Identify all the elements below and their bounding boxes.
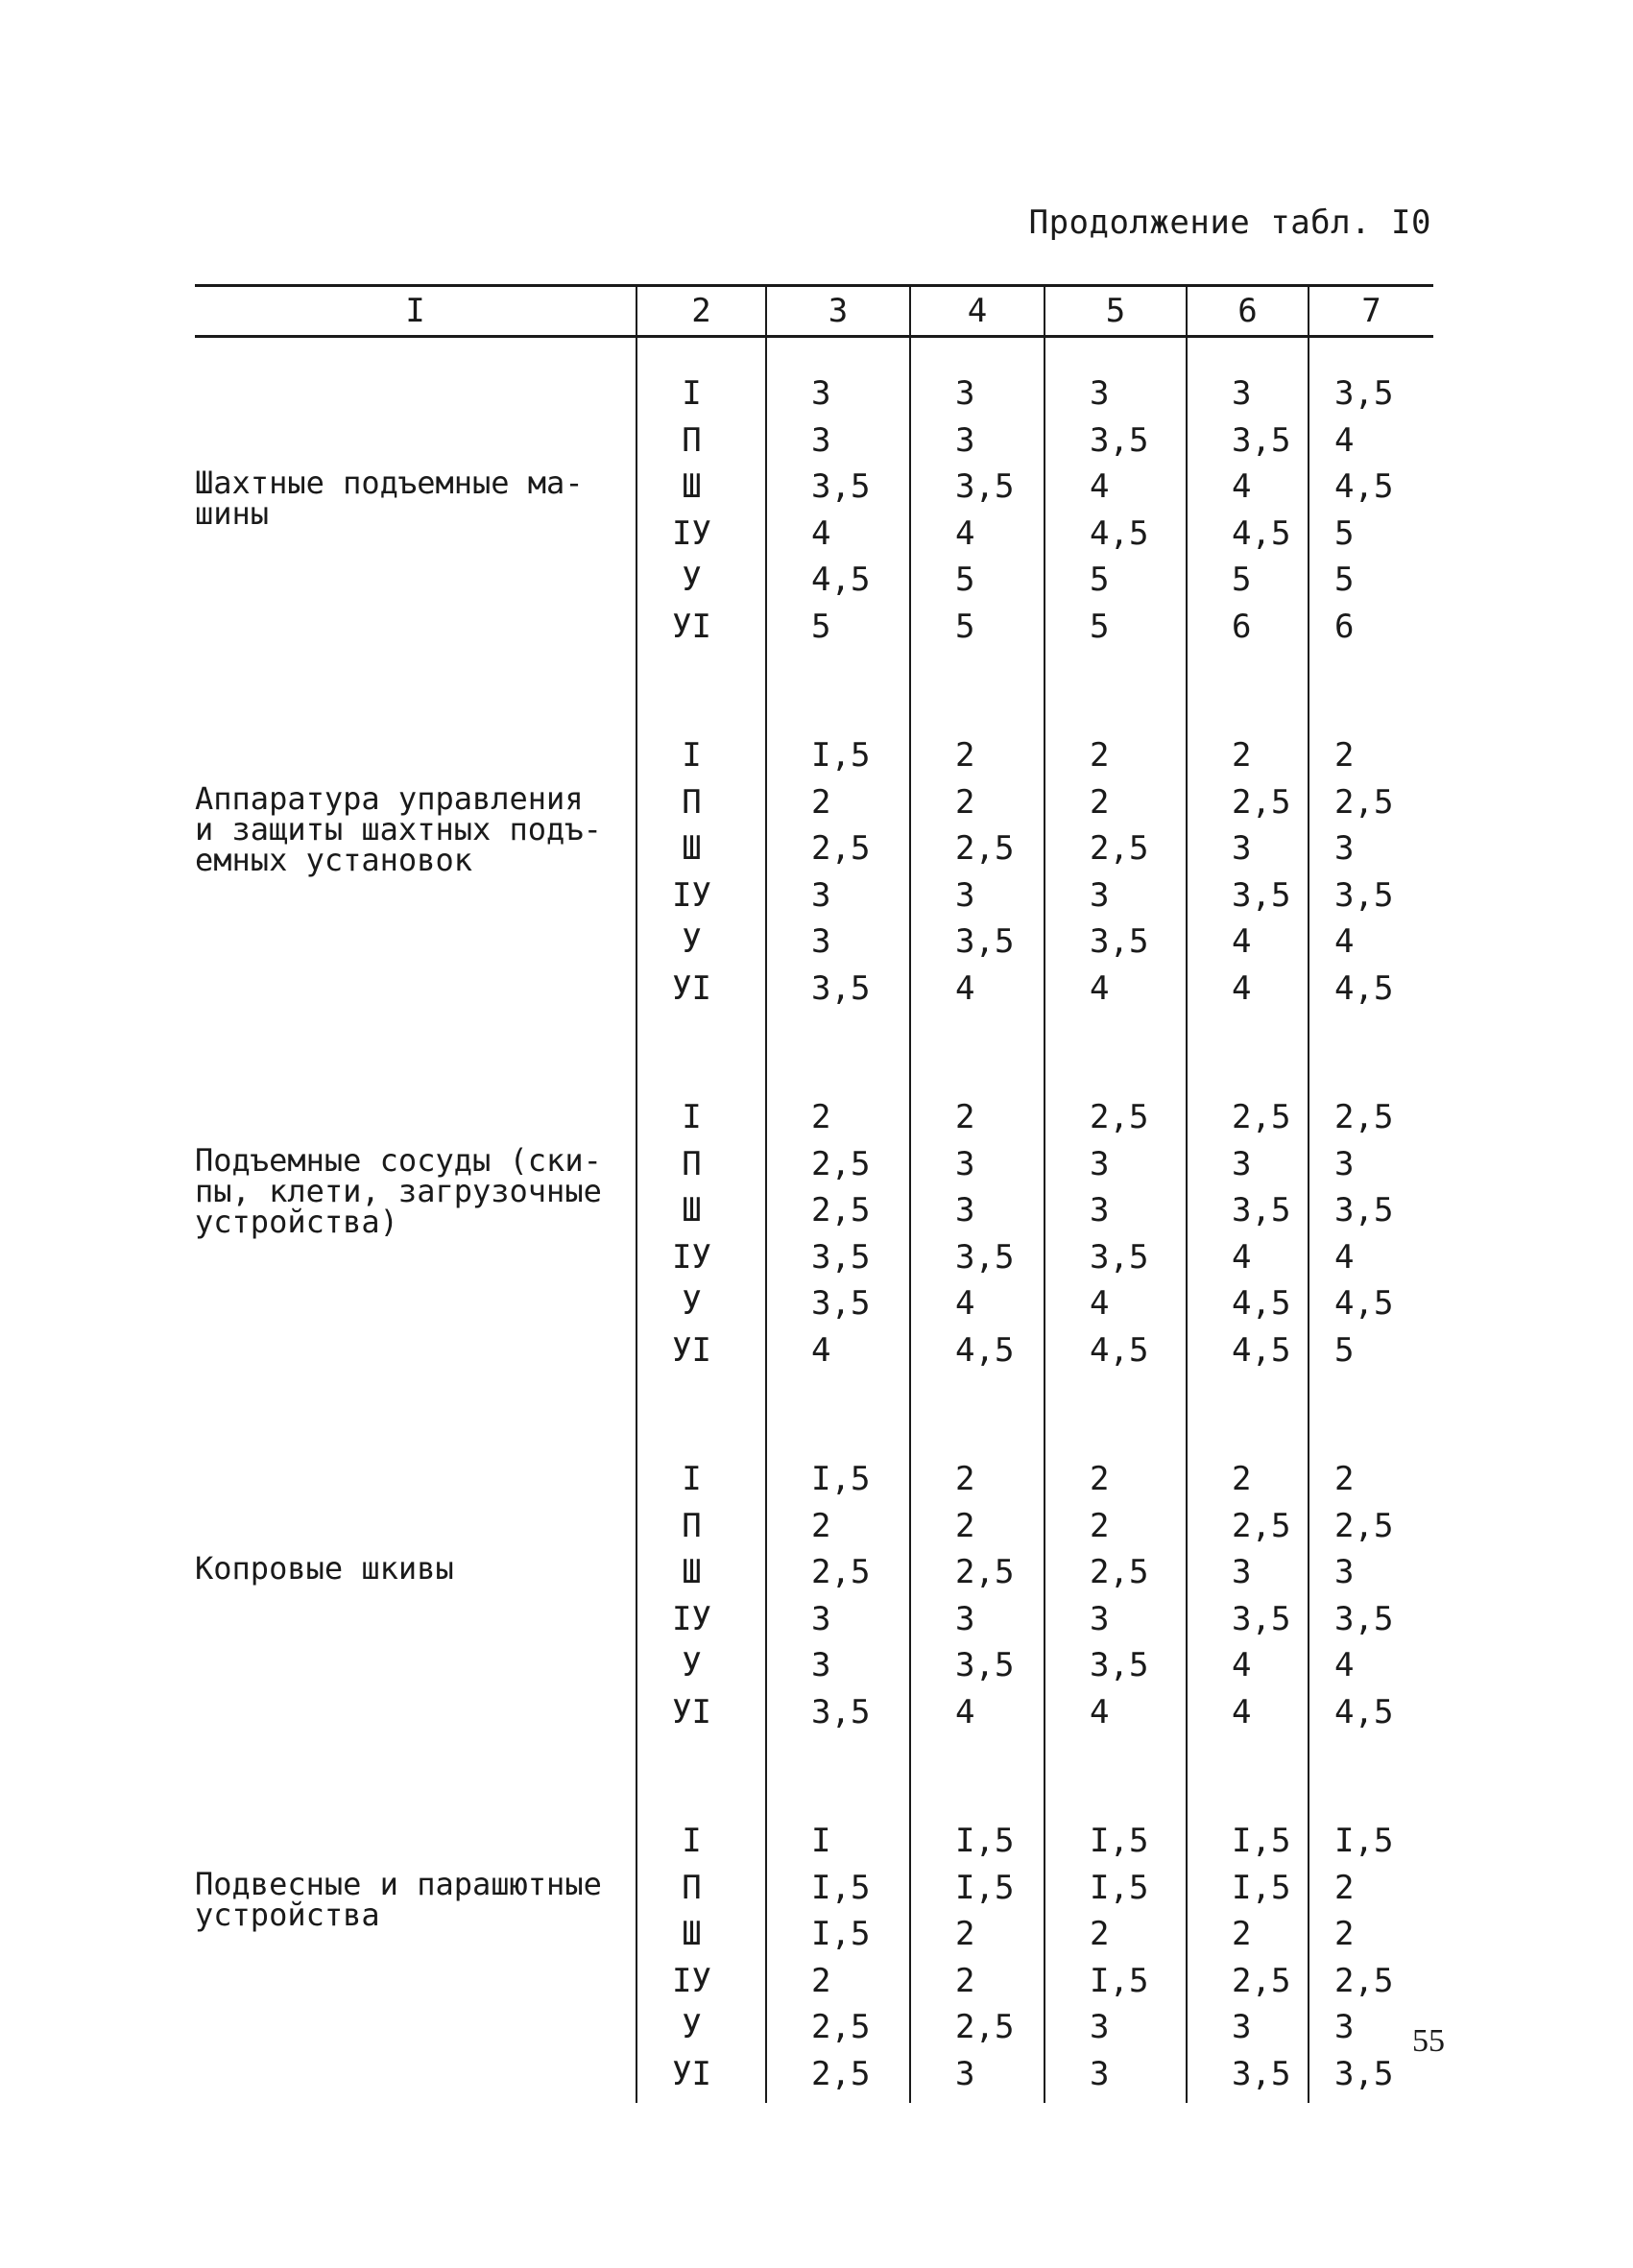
value: 2,5 (811, 1144, 871, 1183)
value-cell (1309, 1062, 1433, 1423)
value: 3,5 (1232, 420, 1291, 460)
value-cell (910, 1062, 1045, 1423)
value: I,5 (955, 1822, 1015, 1860)
value: 3,5 (1232, 1191, 1291, 1229)
value: 3 (1090, 2054, 1110, 2093)
category-cell (636, 1062, 766, 1423)
value: 2,5 (1090, 829, 1149, 868)
value-cell (766, 337, 910, 701)
value: 2 (1090, 1460, 1110, 1498)
value: 2 (1090, 1915, 1110, 1953)
value: 2 (1232, 1915, 1252, 1953)
value: 3 (1334, 1144, 1355, 1183)
value: 2 (811, 1098, 831, 1136)
equipment-name-cell (195, 700, 636, 1062)
category-label: Ш (682, 467, 702, 506)
table-body (195, 337, 1433, 2104)
value: 4 (1090, 1284, 1110, 1323)
value: I,5 (811, 1460, 871, 1498)
value: 2 (955, 782, 975, 822)
value: 3,5 (955, 922, 1015, 961)
value: 2,5 (1232, 1506, 1291, 1545)
value-cell (1045, 1062, 1187, 1423)
equipment-name: Подвесные и парашютные устройства (195, 1865, 602, 1933)
equipment-name: Аппаратура управления и защиты шахтных подъ- емных установок (195, 779, 602, 878)
value: 5 (1090, 561, 1110, 599)
value: 2 (1334, 1868, 1355, 1907)
value-cell (1187, 1423, 1309, 1785)
value: 5 (1334, 1330, 1355, 1370)
value: 5 (1334, 561, 1355, 599)
equipment-name: Подъемные сосуды (ски- пы, клети, загрузочные устройства) (195, 1141, 602, 1240)
table-group-row (195, 337, 1433, 701)
value: 3,5 (1232, 2054, 1291, 2093)
value-cell (766, 1423, 910, 1785)
table-group-row (195, 1423, 1433, 1785)
value: I,5 (1232, 1868, 1291, 1907)
header-cell: 5 (1045, 286, 1187, 337)
table-caption: Продолжение табл. I0 (1028, 203, 1431, 242)
value: 3,5 (1090, 1237, 1149, 1277)
value: 3 (1090, 1144, 1110, 1183)
value: 2,5 (1090, 1553, 1149, 1591)
value: 2,5 (811, 2008, 871, 2046)
header-cell: 7 (1309, 286, 1433, 337)
value: 2 (955, 1915, 975, 1953)
value: 2 (1090, 782, 1110, 822)
value: 4 (1232, 1646, 1252, 1684)
table-group-row (195, 700, 1433, 1062)
value: I,5 (811, 1868, 871, 1907)
value: 2 (1090, 1506, 1110, 1545)
category-label: IУ (672, 1237, 711, 1277)
value: 3,5 (955, 1237, 1015, 1277)
value: 3 (1090, 374, 1110, 413)
value: 4 (1232, 1237, 1252, 1277)
value: 3 (955, 420, 975, 460)
value: 4 (811, 513, 831, 553)
value: 2 (811, 1961, 831, 2000)
header-cell: 6 (1187, 286, 1309, 337)
value: 4,5 (1334, 467, 1394, 506)
category-label: У (682, 561, 702, 599)
value: 4 (1090, 467, 1110, 506)
value: 2 (955, 736, 975, 775)
value: 3 (1090, 1191, 1110, 1229)
equipment-name: Копровые шкивы (195, 1550, 454, 1587)
category-label: I (682, 1460, 702, 1498)
category-label: УI (672, 1692, 711, 1731)
value: 4,5 (1232, 1284, 1291, 1323)
value: 3 (955, 374, 975, 413)
value: 5 (955, 607, 975, 646)
category-label: IУ (672, 875, 711, 915)
value: I,5 (1090, 1868, 1149, 1907)
value: 3,5 (1334, 1191, 1394, 1229)
value: I,5 (955, 1868, 1015, 1907)
value: 2 (955, 1098, 975, 1136)
value-cell (910, 1785, 1045, 2103)
category-label: У (682, 1284, 702, 1323)
category-label: У (682, 1646, 702, 1684)
header-cell: 4 (910, 286, 1045, 337)
value: 3,5 (1334, 875, 1394, 915)
value-cell (910, 1423, 1045, 1785)
value: 2 (1334, 1460, 1355, 1498)
value: 3,5 (1334, 2054, 1394, 2093)
value: 3 (1232, 1553, 1252, 1591)
value: 3 (1090, 1599, 1110, 1638)
value-cell (1309, 700, 1433, 1062)
category-label: IУ (672, 1961, 711, 2000)
value: I,5 (1090, 1822, 1149, 1860)
value-cell (1045, 337, 1187, 701)
value: 2 (955, 1460, 975, 1498)
value: 2,5 (811, 829, 871, 868)
category-label: I (682, 1822, 702, 1860)
value: 4,5 (1232, 1330, 1291, 1370)
value: 4,5 (1090, 513, 1149, 553)
value-cell (1045, 700, 1187, 1062)
value: 3 (1334, 1553, 1355, 1591)
value: 2,5 (955, 1553, 1015, 1591)
value: 2 (955, 1506, 975, 1545)
value: 4,5 (1334, 1692, 1394, 1731)
value: 2 (1232, 1460, 1252, 1498)
value: 4,5 (1334, 968, 1394, 1008)
value: 3,5 (811, 1237, 871, 1277)
value: 3 (1090, 875, 1110, 915)
category-label: П (682, 782, 702, 822)
value-cell (1187, 700, 1309, 1062)
category-label: УI (672, 968, 711, 1008)
value: 2,5 (1334, 1961, 1394, 2000)
category-cell (636, 1785, 766, 2103)
value: 3 (1334, 829, 1355, 868)
value: 2,5 (1334, 782, 1394, 822)
value: 4 (1334, 1237, 1355, 1277)
value: 3,5 (1090, 922, 1149, 961)
value: 4,5 (811, 561, 871, 599)
value: 2 (1090, 736, 1110, 775)
value: 2 (811, 1506, 831, 1545)
value: I,5 (1090, 1961, 1149, 2000)
value: 3 (811, 875, 831, 915)
value: 4 (1232, 922, 1252, 961)
category-label: УI (672, 607, 711, 646)
value: 4,5 (1232, 513, 1291, 553)
value-cell (1309, 337, 1433, 701)
value: 2,5 (1232, 782, 1291, 822)
header-cell: 2 (636, 286, 766, 337)
table-group-row (195, 1062, 1433, 1423)
value: I,5 (811, 1915, 871, 1953)
value: 5 (1232, 561, 1252, 599)
value: 3 (955, 1599, 975, 1638)
category-label: П (682, 420, 702, 460)
equipment-name-cell (195, 1423, 636, 1785)
value: 2 (1232, 736, 1252, 775)
value-cell (1309, 1423, 1433, 1785)
header-cell: I (405, 292, 425, 330)
value: 2 (1334, 736, 1355, 775)
category-label: УI (672, 1330, 711, 1370)
equipment-name: Шахтные подъемные ма- шины (195, 465, 584, 532)
value: I,5 (811, 736, 871, 775)
value: 3,5 (1232, 875, 1291, 915)
value: 4 (811, 1330, 831, 1370)
value: 2,5 (955, 829, 1015, 868)
value: 3 (1232, 1144, 1252, 1183)
value: 3,5 (811, 1284, 871, 1323)
value-cell (1187, 1062, 1309, 1423)
value: 3,5 (955, 1646, 1015, 1684)
value: 3,5 (811, 968, 871, 1008)
value: 6 (1232, 607, 1252, 646)
value: I,5 (1232, 1822, 1291, 1860)
value: 3 (811, 922, 831, 961)
category-label: Ш (682, 1553, 702, 1591)
value: 2 (955, 1961, 975, 2000)
value: 4 (1232, 968, 1252, 1008)
value-cell (910, 700, 1045, 1062)
equipment-name-cell (195, 1785, 636, 2103)
category-label: П (682, 1868, 702, 1907)
value: 3 (811, 374, 831, 413)
value: 6 (1334, 607, 1355, 646)
value: 2,5 (1334, 1098, 1394, 1136)
value: 4,5 (1090, 1330, 1149, 1370)
value-cell (766, 1785, 910, 2103)
header-row (195, 286, 1433, 337)
value: 3,5 (811, 467, 871, 506)
value: 3,5 (1334, 1599, 1394, 1638)
value: 4 (1232, 1692, 1252, 1731)
value: 3 (811, 1599, 831, 1638)
value: 4 (1232, 467, 1252, 506)
value: 2,5 (1232, 1098, 1291, 1136)
value: 5 (955, 561, 975, 599)
value: 2,5 (811, 1191, 871, 1229)
category-label: У (682, 922, 702, 961)
category-label: IУ (672, 1599, 711, 1638)
data-table-container (195, 284, 1433, 2103)
value: I (811, 1822, 831, 1860)
category-label: Ш (682, 829, 702, 868)
value: 3 (955, 1144, 975, 1183)
value: 4 (1334, 420, 1355, 460)
value: I,5 (1334, 1822, 1394, 1860)
equipment-name-cell (195, 1062, 636, 1423)
value-cell (1187, 337, 1309, 701)
value: 3,5 (955, 467, 1015, 506)
category-label: П (682, 1506, 702, 1545)
value: 5 (1090, 607, 1110, 646)
value: 5 (1334, 513, 1355, 553)
data-table (195, 284, 1433, 2103)
value: 3,5 (1090, 420, 1149, 460)
value: 3 (811, 1646, 831, 1684)
table-header (195, 286, 1433, 337)
category-label: П (682, 1144, 702, 1183)
value: 4 (1090, 1692, 1110, 1731)
category-label: I (682, 1098, 702, 1136)
category-label: I (682, 374, 702, 413)
category-label: I (682, 736, 702, 775)
value-cell (910, 337, 1045, 701)
table-group-row (195, 1785, 1433, 2103)
page-number: 55 (1412, 2023, 1445, 2059)
value: 3 (811, 420, 831, 460)
value: 4 (955, 1284, 975, 1323)
value: 3 (1090, 2008, 1110, 2046)
value: 3 (955, 1191, 975, 1229)
value: 2 (811, 782, 831, 822)
value: 3 (1334, 2008, 1355, 2046)
value: 3,5 (1334, 374, 1394, 413)
value: 5 (811, 607, 831, 646)
value: 4 (955, 513, 975, 553)
value: 3,5 (1232, 1599, 1291, 1638)
category-cell (636, 1423, 766, 1785)
value: 2,5 (1232, 1961, 1291, 2000)
value: 2,5 (1090, 1098, 1149, 1136)
value: 3 (955, 875, 975, 915)
value: 2,5 (955, 2008, 1015, 2046)
value: 4 (1334, 922, 1355, 961)
value: 4 (955, 968, 975, 1008)
value: 3 (1232, 2008, 1252, 2046)
category-label: IУ (672, 513, 711, 553)
value: 2,5 (811, 2054, 871, 2093)
value-cell (1187, 1785, 1309, 2103)
value: 4 (1090, 968, 1110, 1008)
value: 4,5 (955, 1330, 1015, 1370)
value: 2 (1334, 1915, 1355, 1953)
value-cell (1045, 1423, 1187, 1785)
value: 4,5 (1334, 1284, 1394, 1323)
value-cell (766, 700, 910, 1062)
header-cell: 3 (766, 286, 910, 337)
value: 3,5 (1090, 1646, 1149, 1684)
value-cell (766, 1062, 910, 1423)
value: 3 (1232, 829, 1252, 868)
value: 4 (1334, 1646, 1355, 1684)
value: 4 (955, 1692, 975, 1731)
category-label: УI (672, 2054, 711, 2093)
value: 3 (955, 2054, 975, 2093)
value: 3 (1232, 374, 1252, 413)
value: 2,5 (811, 1553, 871, 1591)
value: 2,5 (1334, 1506, 1394, 1545)
category-label: Ш (682, 1191, 702, 1229)
value: 3,5 (811, 1692, 871, 1731)
category-label: У (682, 2008, 702, 2046)
category-cell (636, 337, 766, 701)
category-cell (636, 700, 766, 1062)
equipment-name-cell (195, 337, 636, 701)
category-label: Ш (682, 1915, 702, 1953)
value-cell (1045, 1785, 1187, 2103)
